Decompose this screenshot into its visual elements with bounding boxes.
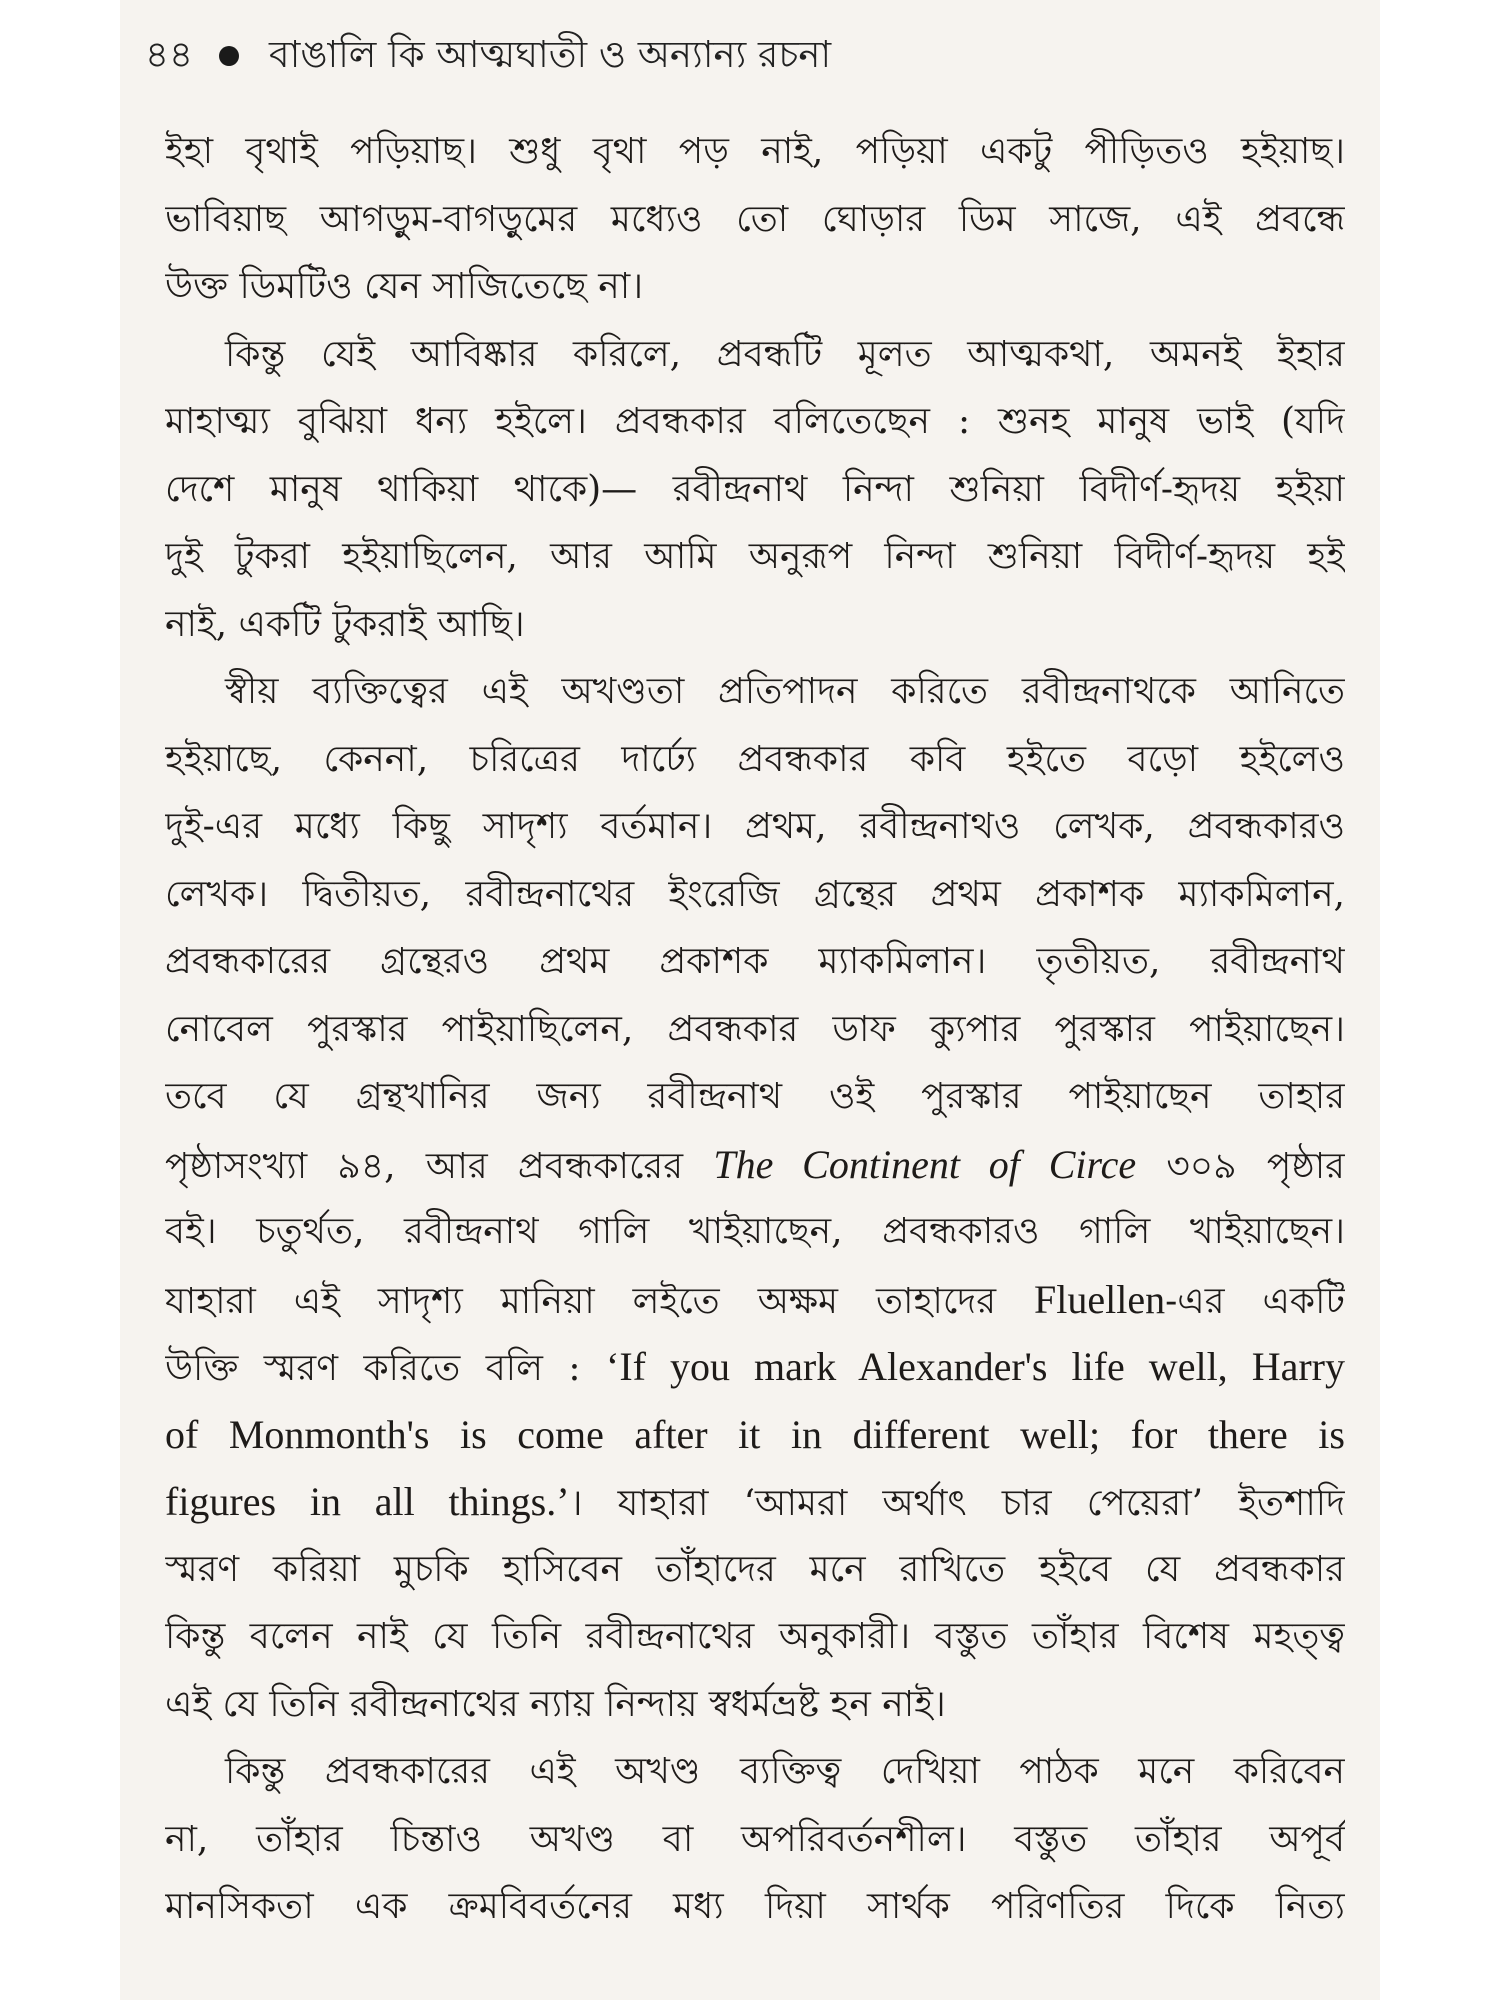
text-segment: পৃষ্ঠাসংখ্যা ৯৪, আর প্রবন্ধকারের [165, 1145, 714, 1187]
book-title-italic: The Continent of Circe [713, 1141, 1137, 1187]
text-line [165, 1131, 1345, 1199]
text-segment: -এর একটি [1165, 1280, 1345, 1322]
latin-quote: figures in all things.’ [165, 1479, 570, 1524]
text-line: কিন্তু প্রবন্ধকারের এই অখণ্ড ব্যক্তিত্ব দেখিয়া পাঠক মনে করিবেন [225, 1751, 1345, 1792]
text-line: নোবেল পুরস্কার পাইয়াছিলেন, প্রবন্ধকার ডাফ ক্যুপার পুরস্কার পাইয়াছেন। [165, 1008, 1345, 1050]
text-line: স্বীয় ব্যক্তিত্বের এই অখণ্ডতা প্রতিপাদন করিতে রবীন্দ্রনাথকে আনিতে [225, 671, 1345, 712]
text-line: দেশে মানুষ থাকিয়া থাকে)— রবীন্দ্রনাথ নিন্দা শুনিয়া বিদীর্ণ-হৃদয় হইয়া [165, 468, 1345, 510]
text-line: দুই-এর মধ্যে কিছু সাদৃশ্য বর্তমান। প্রথম, রবীন্দ্রনাথও লেখক, প্রবন্ধকারও [165, 806, 1345, 847]
text-line: তবে যে গ্রন্থখানির জন্য রবীন্দ্রনাথ ওই পুরস্কার পাইয়াছেন তাহার [165, 1076, 1345, 1117]
text-segment: যাহারা এই সাদৃশ্য মানিয়া লইতে অক্ষম তাহাদের [165, 1280, 1035, 1322]
text-line: কিন্তু যেই আবিষ্কার করিলে, প্রবন্ধটি মূলত আত্মকথা, অমনই ইহার [225, 333, 1345, 375]
text-segment: উক্তি স্মরণ করিতে বলি : [165, 1348, 606, 1389]
bullet-icon [219, 46, 239, 66]
book-title: বাঙালি কি আত্মঘাতী ও অন্যান্য রচনা [269, 32, 832, 76]
text-line: বই। চতুর্থত, রবীন্দ্রনাথ গালি খাইয়াছেন, প্রবন্ধকারও গালি খাইয়াছেন। [165, 1211, 1345, 1252]
text-line [165, 1468, 1345, 1536]
text-line: ইহা বৃথাই পড়িয়াছ। শুধু বৃথা পড় নাই, পড়িয়া একটু পীড়িতও হইয়াছ। [165, 131, 1345, 172]
page-number: ৪৪ [145, 32, 194, 76]
text-line: দুই টুকরা হইয়াছিলেন, আর আমি অনুরূপ নিন্দা শুনিয়া বিদীর্ণ-হৃদয় হই [165, 536, 1345, 577]
text-line [165, 1333, 1345, 1401]
text-line: ভাবিয়াছ আগড়ুম-বাগড়ুমের মধ্যেও তো ঘোড়ার ডিম সাজে, এই প্রবন্ধে [165, 198, 1345, 240]
text-line: হইয়াছে, কেননা, চরিত্রের দার্ঢ্যে প্রবন্ধকার কবি হইতে বড়ো হইলেও [165, 738, 1345, 780]
text-line: উক্ত ডিমটিও যেন সাজিতেছে না। [165, 266, 644, 307]
text-line: এই যে তিনি রবীন্দ্রনাথের ন্যায় নিন্দায় স্বধর্মভ্রষ্ট হন নাই। [165, 1683, 946, 1725]
text-segment: । যাহারা ‘আমরা অর্থাৎ চার পেয়েরা’ ইতশাদি [569, 1483, 1345, 1524]
text-line: কিন্তু বলেন নাই যে তিনি রবীন্দ্রনাথের অনুকারী। বস্তুত তাঁহার বিশেষ মহত্ত্ব [165, 1616, 1345, 1657]
running-header [145, 26, 831, 86]
text-segment: ৩০৯ পৃষ্ঠার [1136, 1145, 1345, 1187]
text-line: of Monmonth's is come after it in different well; for there is [165, 1411, 1345, 1457]
text-line: মানসিকতা এক ক্রমবিবর্তনের মধ্য দিয়া সার্থক পরিণতির দিকে নিত্য [165, 1886, 1345, 1927]
latin-quote: ‘If you mark Alexander's life well, Harry [606, 1344, 1345, 1389]
text-line: লেখক। দ্বিতীয়ত, রবীন্দ্রনাথের ইংরেজি গ্রন্থের প্রথম প্রকাশক ম্যাকমিলান, [165, 873, 1345, 915]
text-line: না, তাঁহার চিন্তাও অখণ্ড বা অপরিবর্তনশীল। বস্তুত তাঁহার অপূর্ব [165, 1818, 1345, 1860]
text-line: স্মরণ করিয়া মুচকি হাসিবেন তাঁহাদের মনে রাখিতে হইবে যে প্রবন্ধকার [165, 1548, 1345, 1590]
latin-text: Fluellen [1034, 1276, 1166, 1322]
text-line [165, 1266, 1345, 1334]
text-line: নাই, একটি টুকরাই আছি। [165, 603, 525, 645]
text-line: প্রবন্ধকারের গ্রন্থেরও প্রথম প্রকাশক ম্যাকমিলান। তৃতীয়ত, রবীন্দ্রনাথ [165, 941, 1345, 982]
body-text [165, 118, 1345, 1941]
text-line: মাহাত্ম্য বুঝিয়া ধন্য হইলে। প্রবন্ধকার বলিতেছেন : শুনহ মানুষ ভাই (যদি [165, 401, 1345, 442]
